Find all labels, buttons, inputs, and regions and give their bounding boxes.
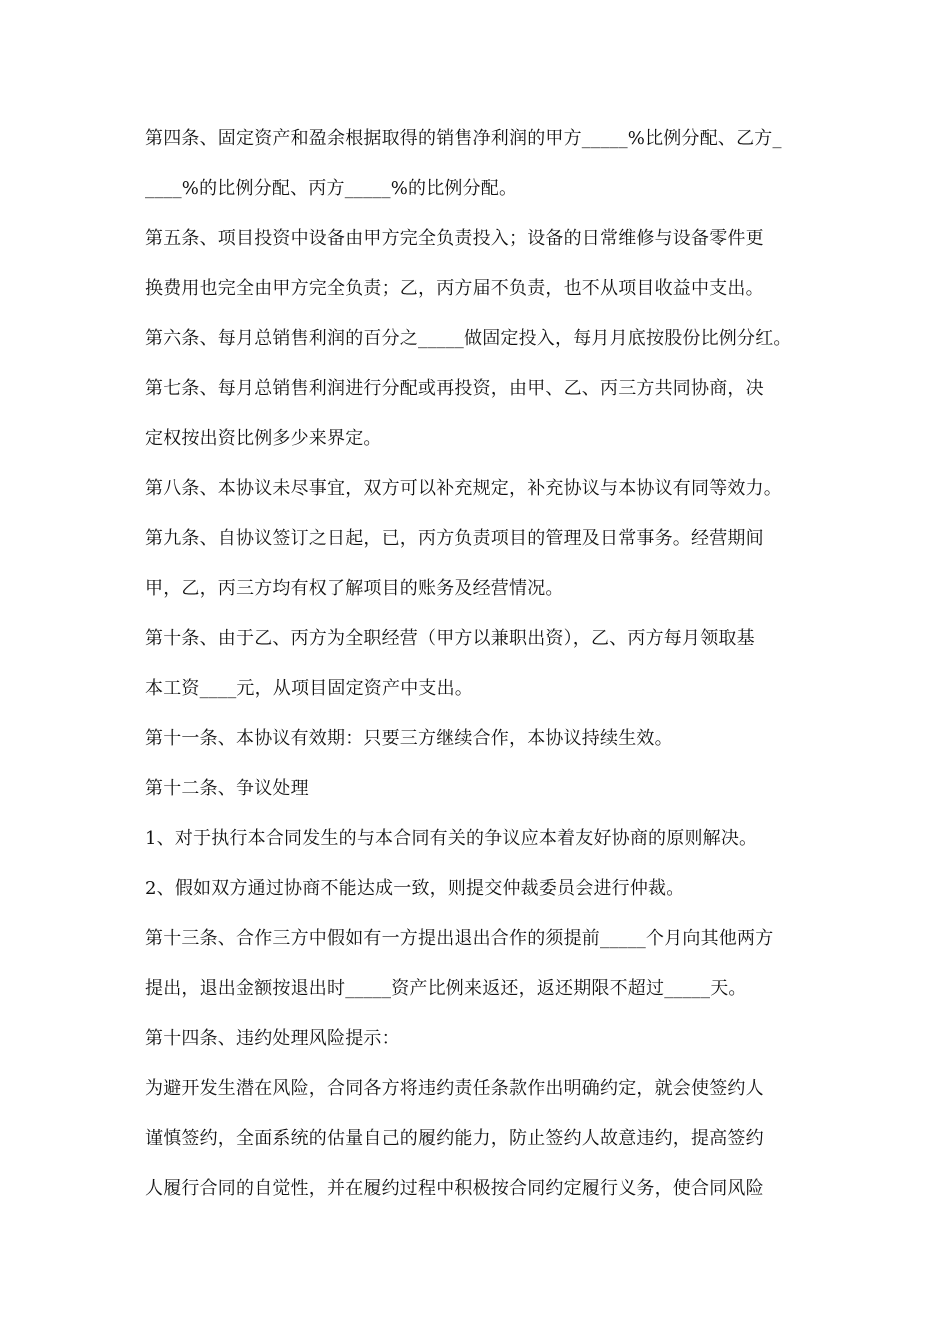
- text-line: ____%的比例分配、丙方_____%的比例分配。: [145, 178, 518, 199]
- text-line: 甲，乙，丙三方均有权了解项目的账务及经营情况。: [145, 578, 564, 599]
- text-line: 谨慎签约，全面系统的估量自己的履约能力，防止签约人故意违约，提高签约: [145, 1128, 764, 1149]
- text-line: 第八条、本协议未尽事宜，双方可以补充规定，补充协议与本协议有同等效力。: [145, 478, 782, 499]
- text-line: 第十二条、争议处理: [145, 778, 309, 799]
- text-line: 第六条、每月总销售利润的百分之_____做固定投入，每月月底按股份比例分红。: [145, 328, 792, 349]
- text-line: 换费用也完全由甲方完全负责；乙，丙方届不负责，也不从项目收益中支出。: [145, 278, 764, 299]
- text-line: 第十四条、违约处理风险提示：: [145, 1028, 400, 1049]
- text-line: 第十一条、本协议有效期：只要三方继续合作，本协议持续生效。: [145, 728, 673, 749]
- text-line: 第十三条、合作三方中假如有一方提出退出合作的须提前_____个月向其他两方: [145, 928, 774, 949]
- text-line: 本工资____元，从项目固定资产中支出。: [145, 678, 473, 699]
- text-line: 为避开发生潜在风险，合同各方将违约责任条款作出明确约定，就会使签约人: [145, 1078, 764, 1099]
- text-line: 1、对于执行本合同发生的与本合同有关的争议应本着友好协商的原则解决。: [145, 828, 758, 849]
- text-line: 提出，退出金额按退出时_____资产比例来返还，返还期限不超过_____天。: [145, 978, 747, 999]
- text-line: 第十条、由于乙、丙方为全职经营（甲方以兼职出资），乙、丙方每月领取基: [145, 628, 755, 649]
- text-line: 第七条、每月总销售利润进行分配或再投资，由甲、乙、丙三方共同协商，决: [145, 378, 764, 399]
- text-line: 人履行合同的自觉性，并在履约过程中积极按合同约定履行义务，使合同风险: [145, 1178, 764, 1199]
- text-line: 2、假如双方通过协商不能达成一致，则提交仲裁委员会进行仲裁。: [145, 878, 685, 899]
- text-line: 第五条、项目投资中设备由甲方完全负责投入；设备的日常维修与设备零件更: [145, 228, 764, 249]
- text-line: 第九条、自协议签订之日起，已，丙方负责项目的管理及日常事务。经营期间: [145, 528, 764, 549]
- text-line: 第四条、固定资产和盈余根据取得的销售净利润的甲方_____%比例分配、乙方_: [145, 128, 782, 149]
- text-line: 定权按出资比例多少来界定。: [145, 428, 382, 449]
